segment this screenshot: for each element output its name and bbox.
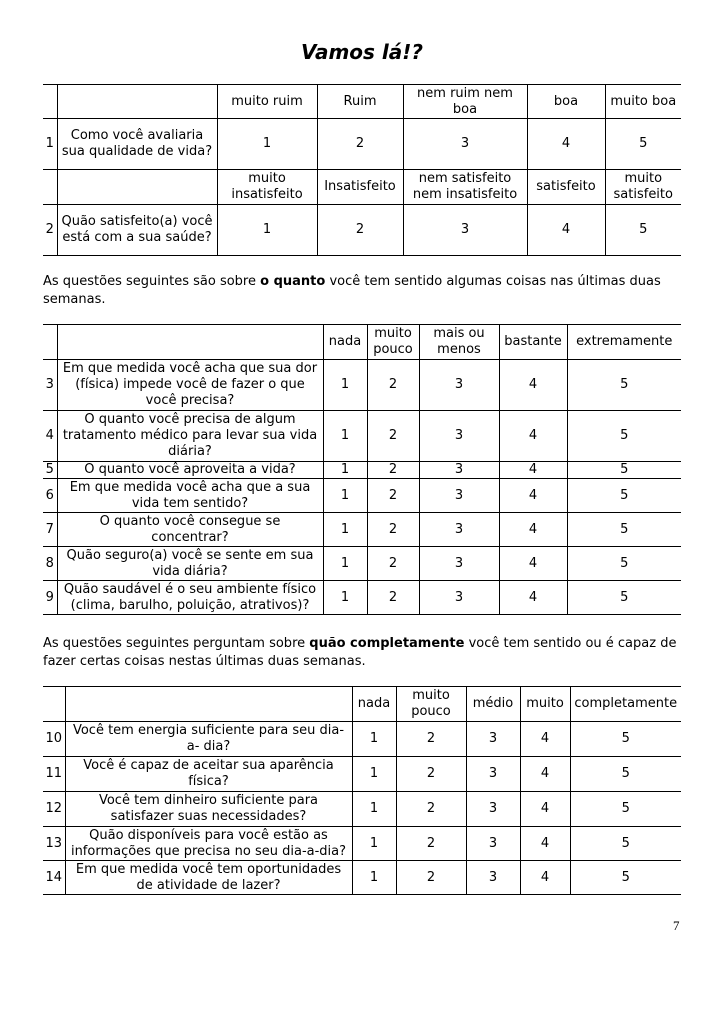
answer-option[interactable]: 2 [317, 205, 403, 256]
answer-option[interactable]: 5 [570, 757, 681, 792]
instruction-paragraph-2: As questões seguintes perguntam sobre quão completamente você tem sentido ou é capaz de fazer certas coisas nestas últimas duas semanas. [43, 636, 677, 669]
answer-option[interactable]: 3 [419, 547, 499, 581]
header-cell: muito satisfeito [605, 170, 681, 205]
answer-option[interactable]: 3 [466, 757, 520, 792]
table-row [43, 411, 681, 462]
question-text: O quanto você aproveita a vida? [57, 462, 323, 479]
answer-option[interactable]: 1 [323, 411, 367, 462]
answer-option[interactable]: 5 [567, 360, 681, 411]
answer-option[interactable]: 5 [567, 411, 681, 462]
answer-option[interactable]: 5 [567, 547, 681, 581]
question-number: 9 [43, 581, 57, 615]
answer-option[interactable]: 1 [352, 861, 396, 895]
answer-option[interactable]: 4 [520, 757, 570, 792]
header-cell: Ruim [317, 85, 403, 119]
header-cell: nada [352, 687, 396, 722]
table-row [43, 119, 681, 170]
answer-option[interactable]: 2 [396, 722, 466, 757]
answer-option[interactable]: 4 [499, 513, 567, 547]
header-cell: nada [323, 325, 367, 360]
question-number: 8 [43, 547, 57, 581]
header-cell: bastante [499, 325, 567, 360]
answer-option[interactable]: 2 [367, 411, 419, 462]
answer-option[interactable]: 4 [527, 119, 605, 170]
table-row [43, 581, 681, 615]
answer-option[interactable]: 4 [499, 360, 567, 411]
question-number: 11 [43, 757, 65, 792]
answer-option[interactable]: 1 [352, 757, 396, 792]
question-text: Em que medida você acha que sua dor (física) impede você de fazer o que você precisa? [57, 360, 323, 411]
answer-option[interactable]: 4 [520, 792, 570, 827]
question-number: 5 [43, 462, 57, 479]
answer-option[interactable]: 2 [367, 462, 419, 479]
answer-option[interactable]: 3 [419, 513, 499, 547]
answer-option[interactable]: 5 [570, 861, 681, 895]
header-cell: muito boa [605, 85, 681, 119]
table-row [43, 861, 681, 895]
question-number: 4 [43, 411, 57, 462]
answer-option[interactable]: 2 [396, 861, 466, 895]
table-quality-of-life [43, 84, 681, 256]
answer-option[interactable]: 3 [466, 792, 520, 827]
question-number: 10 [43, 722, 65, 757]
table1-header-row-2 [43, 170, 681, 205]
table-row [43, 479, 681, 513]
answer-option[interactable]: 1 [323, 547, 367, 581]
question-text: Quão disponíveis para você estão as informações que precisa no seu dia-a-dia? [65, 827, 352, 861]
answer-option[interactable]: 3 [466, 722, 520, 757]
answer-option[interactable]: 4 [520, 827, 570, 861]
answer-option[interactable]: 4 [499, 547, 567, 581]
table3-header-row [43, 687, 681, 722]
question-number: 6 [43, 479, 57, 513]
table2-header-row [43, 325, 681, 360]
question-text: Quão satisfeito(a) você está com a sua saúde? [57, 205, 217, 256]
answer-option[interactable]: 4 [499, 479, 567, 513]
question-text: Você é capaz de aceitar sua aparência física? [65, 757, 352, 792]
answer-option[interactable]: 2 [367, 513, 419, 547]
question-number: 7 [43, 513, 57, 547]
question-number: 13 [43, 827, 65, 861]
table-how-much [43, 324, 681, 615]
header-cell: médio [466, 687, 520, 722]
question-text: O quanto você precisa de algum tratamento médico para levar sua vida diária? [57, 411, 323, 462]
question-number: 12 [43, 792, 65, 827]
answer-option[interactable]: 3 [419, 479, 499, 513]
header-cell: mais ou menos [419, 325, 499, 360]
header-cell: nem satisfeito nem insatisfeito [403, 170, 527, 205]
table-row [43, 827, 681, 861]
answer-option[interactable]: 3 [419, 360, 499, 411]
table-row [43, 205, 681, 256]
page-title: Vamos lá!? [301, 40, 423, 64]
table-row [43, 757, 681, 792]
answer-option[interactable]: 3 [403, 205, 527, 256]
answer-option[interactable]: 5 [570, 722, 681, 757]
question-text: O quanto você consegue se concentrar? [57, 513, 323, 547]
answer-option[interactable]: 2 [367, 479, 419, 513]
header-cell: muito [520, 687, 570, 722]
question-text: Em que medida você tem oportunidades de atividade de lazer? [65, 861, 352, 895]
answer-option[interactable]: 4 [520, 722, 570, 757]
answer-option[interactable]: 3 [419, 581, 499, 615]
question-text: Você tem energia suficiente para seu dia-a- dia? [65, 722, 352, 757]
answer-option[interactable]: 1 [323, 479, 367, 513]
table-row [43, 722, 681, 757]
header-cell: Insatisfeito [317, 170, 403, 205]
table-row [43, 513, 681, 547]
answer-option[interactable]: 5 [567, 479, 681, 513]
answer-option[interactable]: 1 [217, 205, 317, 256]
answer-option[interactable]: 3 [466, 827, 520, 861]
answer-option[interactable]: 1 [323, 360, 367, 411]
answer-option[interactable]: 5 [605, 119, 681, 170]
answer-option[interactable]: 2 [367, 581, 419, 615]
answer-option[interactable]: 4 [499, 411, 567, 462]
answer-option[interactable]: 5 [567, 513, 681, 547]
answer-option[interactable]: 1 [217, 119, 317, 170]
answer-option[interactable]: 1 [323, 581, 367, 615]
answer-option[interactable]: 3 [419, 411, 499, 462]
question-text: Como você avaliaria sua qualidade de vida? [57, 119, 217, 170]
answer-option[interactable]: 2 [367, 547, 419, 581]
answer-option[interactable]: 1 [352, 792, 396, 827]
table-row [43, 462, 681, 479]
answer-option[interactable]: 3 [466, 861, 520, 895]
answer-option[interactable]: 5 [570, 827, 681, 861]
question-text: Em que medida você acha que a sua vida tem sentido? [57, 479, 323, 513]
answer-option[interactable]: 4 [499, 462, 567, 479]
answer-option[interactable]: 2 [396, 757, 466, 792]
question-number: 2 [43, 205, 57, 256]
question-text: Quão seguro(a) você se sente em sua vida diária? [57, 547, 323, 581]
table-row [43, 360, 681, 411]
question-number: 1 [43, 119, 57, 170]
page-number: 7 [673, 918, 680, 933]
answer-option[interactable]: 1 [352, 722, 396, 757]
answer-option[interactable]: 4 [527, 205, 605, 256]
answer-option[interactable]: 3 [419, 462, 499, 479]
answer-option[interactable]: 3 [403, 119, 527, 170]
header-cell: muito pouco [396, 687, 466, 722]
answer-option[interactable]: 2 [317, 119, 403, 170]
answer-option[interactable]: 1 [352, 827, 396, 861]
header-cell: muito insatisfeito [217, 170, 317, 205]
question-number: 3 [43, 360, 57, 411]
header-cell: muito pouco [367, 325, 419, 360]
table1-header-row [43, 85, 681, 119]
header-cell: muito ruim [217, 85, 317, 119]
answer-option[interactable]: 4 [499, 581, 567, 615]
answer-option[interactable]: 2 [396, 827, 466, 861]
header-cell: nem ruim nem boa [403, 85, 527, 119]
question-text: Quão saudável é o seu ambiente físico (clima, barulho, poluição, atrativos)? [57, 581, 323, 615]
instruction-paragraph-1: As questões seguintes são sobre o quanto você tem sentido algumas coisas nas últimas duas semanas. [43, 274, 661, 307]
answer-option[interactable]: 5 [567, 581, 681, 615]
answer-option[interactable]: 1 [323, 513, 367, 547]
header-cell: completamente [570, 687, 681, 722]
table-row [43, 547, 681, 581]
header-cell: boa [527, 85, 605, 119]
answer-option[interactable]: 5 [570, 792, 681, 827]
answer-option[interactable]: 4 [520, 861, 570, 895]
header-cell: extremamente [567, 325, 681, 360]
answer-option[interactable]: 5 [605, 205, 681, 256]
question-number: 14 [43, 861, 65, 895]
answer-option[interactable]: 5 [567, 462, 681, 479]
table-how-completely [43, 686, 681, 895]
question-text: Você tem dinheiro suficiente para satisfazer suas necessidades? [65, 792, 352, 827]
answer-option[interactable]: 1 [323, 462, 367, 479]
header-cell: satisfeito [527, 170, 605, 205]
answer-option[interactable]: 2 [367, 360, 419, 411]
table-row [43, 792, 681, 827]
answer-option[interactable]: 2 [396, 792, 466, 827]
